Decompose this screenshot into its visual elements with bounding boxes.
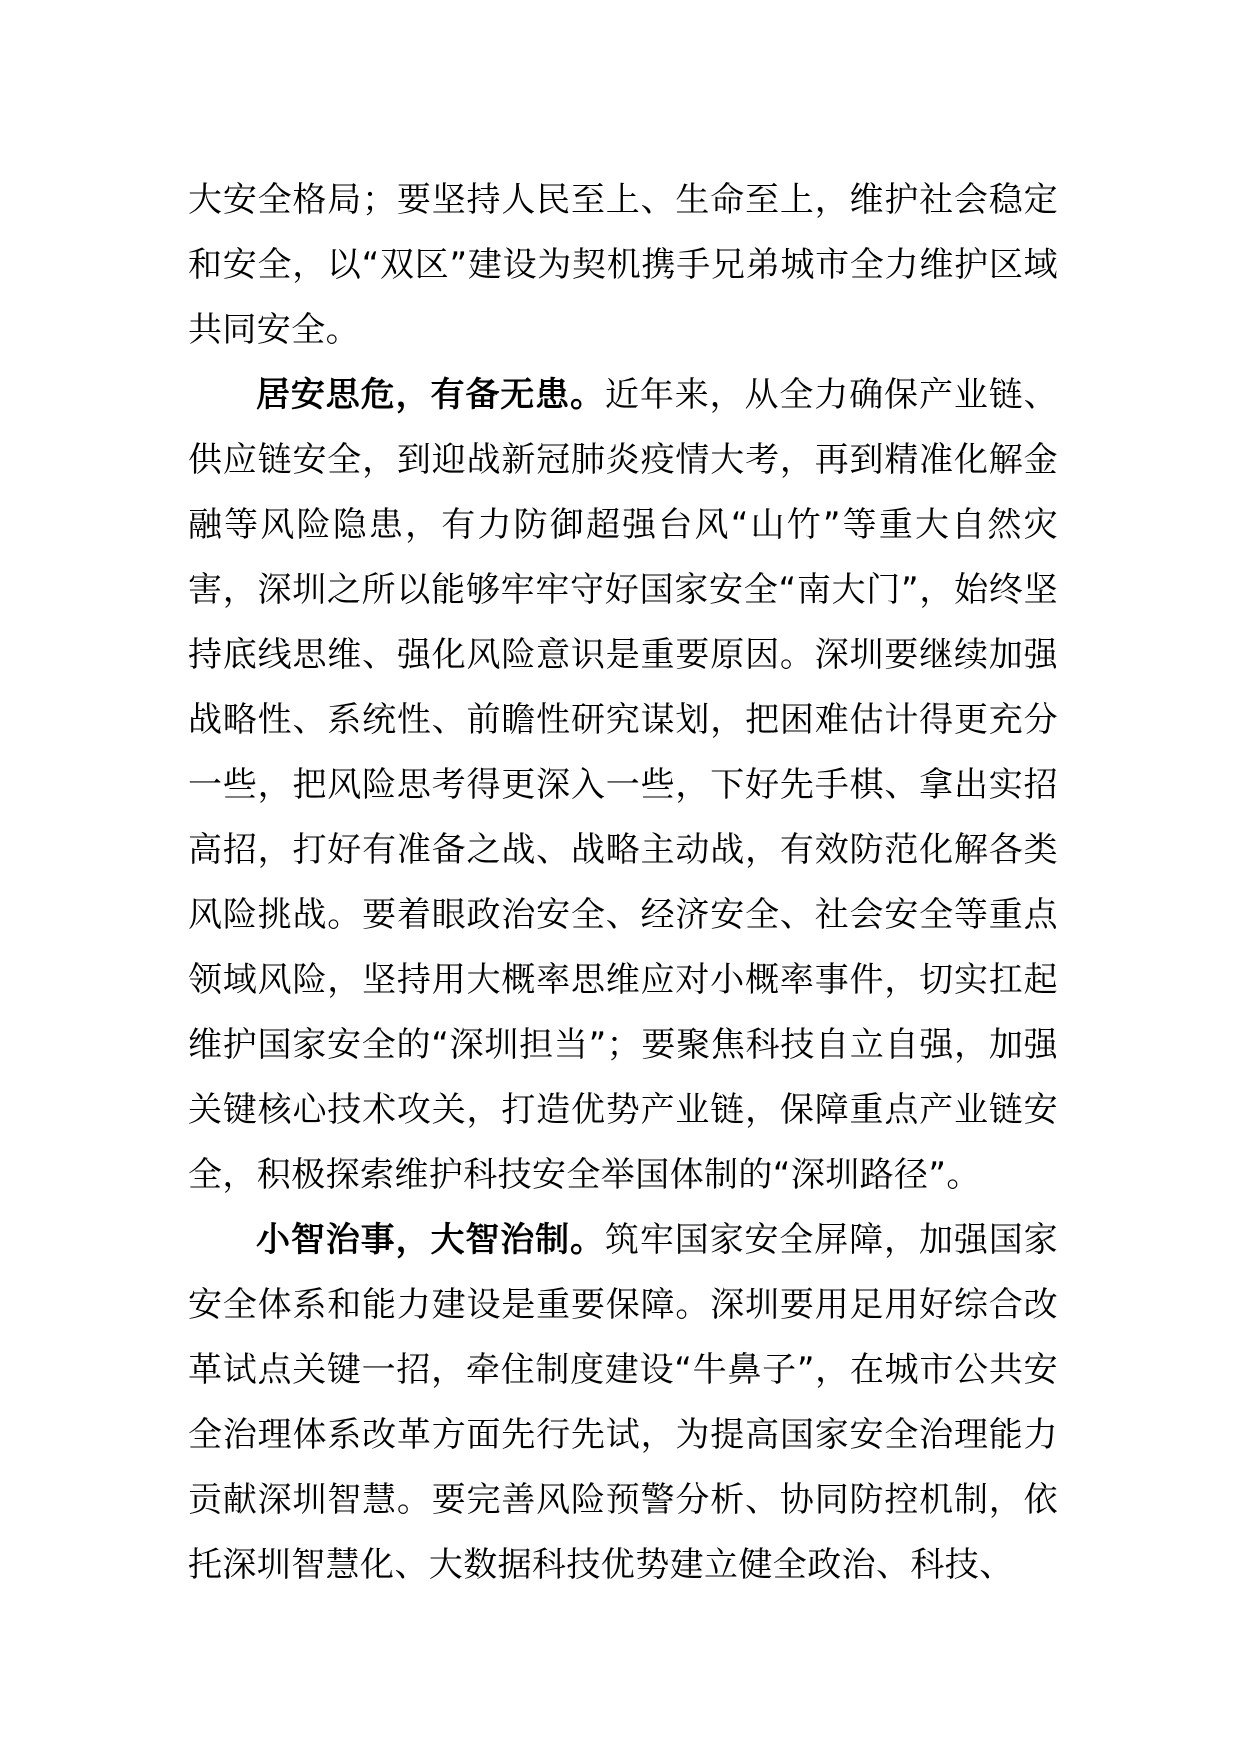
- paragraph-2-lead: 居安思危，有备无患。: [256, 375, 605, 415]
- paragraph-3-text: 筑牢国家安全屏障，加强国家安全体系和能力建设是重要保障。深圳要用足用好综合改革试点关键一招，牵住制度建设“牛鼻子”，在城市公共安全治理体系改革方面先行先试，为提高国家安全治理能力贡献深圳智慧。要完善风险预警分析、协同防控机制，依托深圳智慧化、大数据科技优势建立健全政治、科技、: [188, 1220, 1059, 1585]
- paragraph-2-text: 近年来，从全力确保产业链、供应链安全，到迎战新冠肺炎疫情大考，再到精准化解金融等风险隐患，有力防御超强台风“山竹”等重大自然灾害，深圳之所以能够牢牢守好国家安全“南大门”，始终坚持底线思维、强化风险意识是重要原因。深圳要继续加强战略性、系统性、前瞻性研究谋划，把困难估计得更充分一些，把风险思考得更深入一些，下好先手棋、拿出实招高招，打好有准备之战、战略主动战，有效防范化解各类风险挑战。要着眼政治安全、经济安全、社会安全等重点领域风险，坚持用大概率思维应对小概率事件，切实扛起维护国家安全的“深圳担当”；要聚焦科技自立自强，加强关键核心技术攻关，打造优势产业链，保障重点产业链安全，积极探索维护科技安全举国体制的“深圳路径”。: [188, 375, 1059, 1195]
- paragraph-2: [188, 363, 1058, 1208]
- paragraph-3-lead: 小智治事，大智治制。: [256, 1220, 605, 1260]
- document-page: [188, 168, 1058, 1598]
- paragraph-3: [188, 1208, 1058, 1598]
- paragraph-1: [188, 168, 1058, 363]
- paragraph-1-text: 大安全格局；要坚持人民至上、生命至上，维护社会稳定和安全，以“双区”建设为契机携手兄弟城市全力维护区域共同安全。: [188, 180, 1058, 350]
